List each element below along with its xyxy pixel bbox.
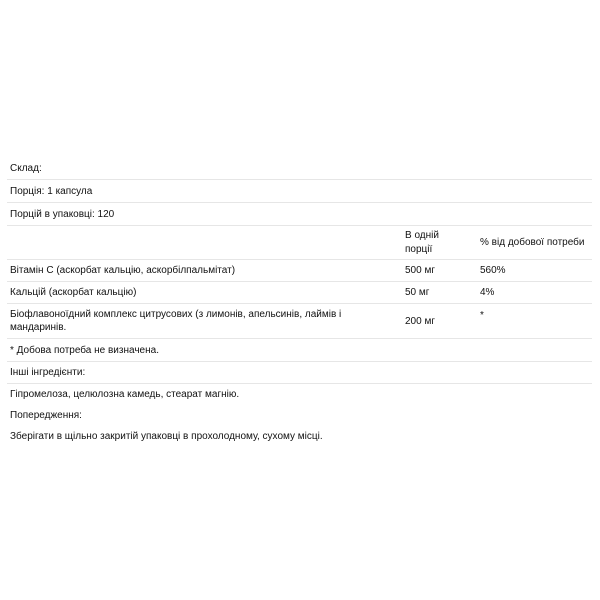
other-ingredients-label-row (7, 362, 592, 384)
nutrient-amount: 50 мг (405, 287, 430, 298)
table-row (7, 282, 592, 304)
nutrient-amount: 500 мг (405, 265, 435, 276)
nutrient-amount: 200 мг (405, 315, 435, 327)
table-row (7, 260, 592, 282)
storage-row (7, 426, 592, 447)
table-header (7, 226, 592, 260)
nutrient-name: Вітамін С (аскорбат кальцію, аскорбілпальмітат) (10, 265, 236, 276)
nutrient-dv: * (480, 310, 484, 321)
header-amount: В одній порції (405, 229, 439, 255)
supplement-facts (7, 157, 592, 447)
composition-label: Склад: (10, 162, 42, 174)
table-row (7, 304, 592, 339)
composition-row (7, 157, 592, 180)
nutrient-dv: 560% (480, 265, 506, 276)
warning-label: Попередження: (10, 410, 82, 421)
serving-size: Порція: 1 капсула (10, 185, 93, 197)
other-ingredients-row (7, 384, 592, 405)
servings-per-container-row (7, 203, 592, 226)
storage-text: Зберігати в щільно закритій упаковці в прохолодному, сухому місці. (10, 431, 323, 442)
header-daily-value: % від добової потреби (480, 237, 585, 248)
nutrient-name: Кальцій (аскорбат кальцію) (10, 287, 137, 298)
nutrient-name: Біофлавоноїдний комплекс цитрусових (з лимонів, апельсинів, лаймів і мандаринів. (10, 309, 342, 333)
servings-per-container: Порцій в упаковці: 120 (10, 208, 115, 220)
other-ingredients-label: Інші інгредієнти: (10, 367, 86, 378)
footnote-row (7, 339, 592, 362)
warning-label-row (7, 405, 592, 426)
footnote: * Добова потреба не визначена. (10, 344, 159, 356)
serving-size-row (7, 180, 592, 203)
other-ingredients: Гіпромелоза, целюлозна камедь, стеарат магнію. (10, 389, 240, 400)
nutrient-dv: 4% (480, 287, 495, 298)
